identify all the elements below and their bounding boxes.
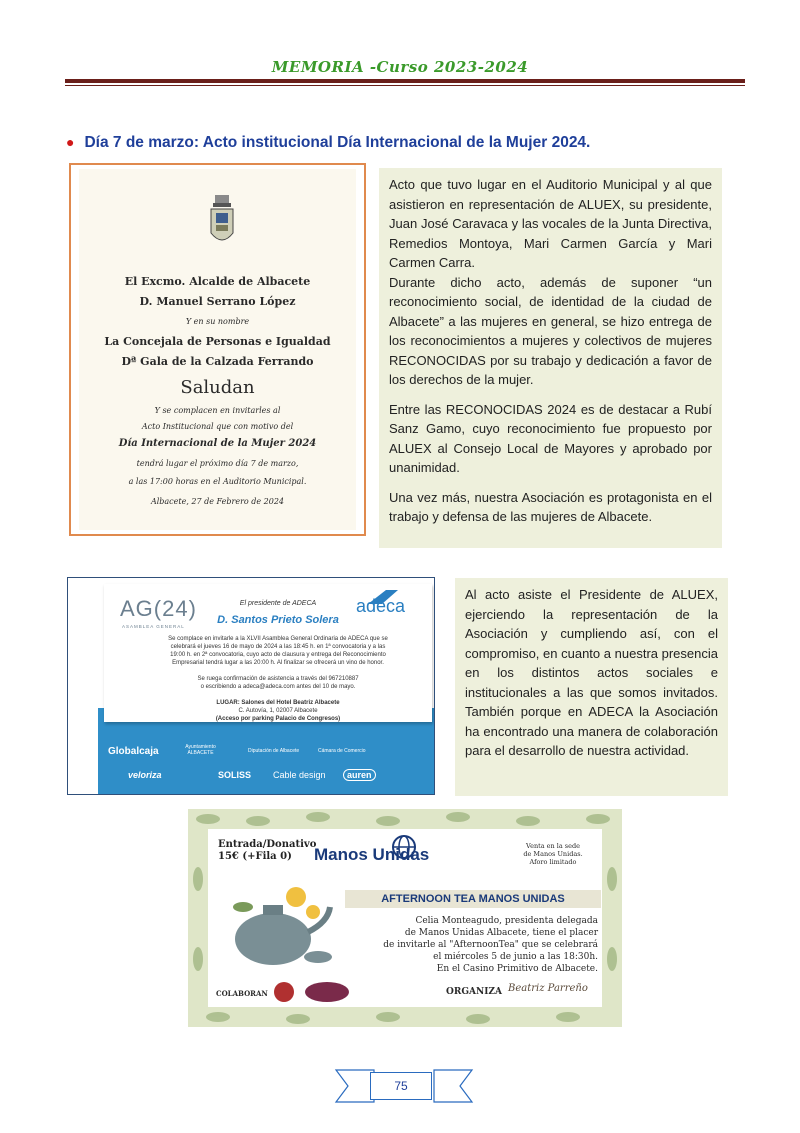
invitation-line: Acto Institucional que con motivo del — [141, 422, 294, 431]
invitation-line: D. Manuel Serrano López — [139, 295, 296, 308]
venta-info: Aforo limitado — [529, 858, 577, 866]
venta-info: Venta en la sede — [526, 842, 580, 850]
paragraph: Entre las RECONOCIDAS 2024 es de destacar a Rubí Sanz Gamo, cuyo reconocimiento fue propuesto por ALUEX al Consejo Local de Mayores y aprobado por unanimidad. — [389, 401, 712, 475]
manos-body: el miércoles 5 de junio a las 18:30h. — [433, 952, 598, 962]
entrada-price: 15€ (+Fila 0) — [218, 851, 292, 862]
sponsor-logo: auren — [343, 769, 376, 781]
adeca-body: celebrará el jueves 16 de mayo de 2024 a las 18:45 h. en 1ª convocatoria y a las — [170, 644, 386, 650]
section-heading — [66, 134, 590, 152]
invitation-line: a las 17:00 horas en el Auditorio Municipal. — [128, 477, 307, 486]
entrada-label: Entrada/Donativo — [218, 839, 317, 850]
organiza-label: ORGANIZA — [446, 987, 502, 997]
manos-body: de invitarle al "AfternoonTea" que se celebrará — [383, 940, 598, 950]
invitation-line: La Concejala de Personas e Igualdad — [104, 335, 331, 348]
page-header-title: MEMORIA -Curso 2023-2024 — [271, 58, 529, 76]
paragraph: Una vez más, nuestra Asociación es protagonista en el trabajo y defensa de las mujeres de Albacete. — [389, 489, 712, 524]
beatriz-logo: Beatriz Parreño — [508, 983, 588, 994]
sponsor-logo: Ayuntamiento ALBACETE — [185, 744, 216, 756]
coat-of-arms-icon — [209, 195, 235, 249]
section-heading-text: Día 7 de marzo: Acto institucional Día Internacional de la Mujer 2024. — [84, 134, 591, 151]
adeca-body: 19:00 h. en 2ª convocatoria, cuyo acto de clausura y entrega del Reconocimiento — [170, 652, 386, 658]
sponsor-logo: Globalcaja — [108, 746, 159, 757]
invitation-image-adeca — [67, 577, 435, 795]
adeca-rsvp: o escribiendo a adeca@adeca.com antes del 10 de mayo. — [200, 684, 356, 690]
invitation-line: Y se complacen en invitarles al — [154, 406, 281, 415]
bullet-icon: ● — [66, 134, 75, 150]
header-divider — [65, 79, 745, 83]
paragraph: Al acto asiste el Presidente de ALUEX, ejerciendo la representación de la Asociación y cumpliendo así, con el compromiso, en cuanto a nuestra presencia en los distintos actos sociales e institucionales a las que somos invitados. También porque en ADECA la Asociación ha encontrado una manera de colaboración para el desarrollo de nuestra actividad. — [465, 587, 718, 758]
manos-body: Celia Monteagudo, presidenta delegada — [415, 916, 598, 926]
adeca-name: D. Santos Prieto Solera — [217, 614, 339, 626]
invitation-line: Y en su nombre — [185, 317, 250, 326]
ag24-logo: AG(24) — [120, 596, 197, 621]
adeca-lugar: (Acceso por parking Palacio de Congresos) — [215, 716, 341, 722]
collaborator-logos — [272, 979, 352, 1005]
invitation-line: El Excmo. Alcalde de Albacete — [124, 275, 311, 288]
invitation-line: Dª Gala de la Calzada Ferrando — [121, 355, 314, 368]
adeca-lugar: LUGAR: Salones del Hotel Beatriz Albacete — [216, 700, 340, 706]
invitation-line: tendrá lugar el próximo día 7 de marzo, — [136, 459, 299, 468]
paragraph: Acto que tuvo lugar en el Auditorio Municipal y al que asistieron en representación de ALUEX, su presidente, Juan José Caravaca y las vocales de la Junta Directiva, Remedios Montoya, Mari Carmen García y Mari Carmen Carra. — [389, 177, 712, 270]
invitation-line: Día Internacional de la Mujer 2024 — [118, 438, 317, 449]
invitation-line: Saludan — [180, 377, 255, 398]
invitation-image-mujer — [69, 163, 366, 536]
colaboran-label: COLABORAN — [216, 989, 268, 998]
teapot-illustration — [218, 867, 336, 977]
header-divider-thin — [65, 85, 745, 86]
invitation-line: Albacete, 27 de Febrero de 2024 — [150, 497, 285, 506]
manos-unidas-logo: Manos Unidas — [314, 845, 430, 864]
sponsor-logo: veloriza — [128, 770, 162, 780]
adeca-body: Se complace en invitarle a la XLVII Asamblea General Ordinaria de ADECA que se — [168, 636, 388, 642]
page-number: 75 — [370, 1072, 432, 1100]
adeca-lugar: C. Autovía, 1, 02007 Albacete — [238, 708, 318, 714]
adeca-logo: adeca — [356, 596, 406, 616]
afternoon-tea-title: AFTERNOON TEA MANOS UNIDAS — [345, 890, 601, 908]
adeca-body: Empresarial tendrá lugar a las 20:00 h. Al finalizar se ofrecerá un vino de honor. — [172, 660, 384, 666]
sponsor-logo: Cámara de Comercio — [318, 748, 366, 754]
text-box-acto-mujer — [379, 168, 722, 548]
manos-body: En el Casino Primitivo de Albacete. — [436, 964, 598, 974]
venta-info: de Manos Unidas. — [523, 850, 583, 858]
manos-body: de Manos Unidas Albacete, tiene el placer — [404, 928, 598, 938]
ag24-logo-sub: ASAMBLEA GENERAL — [122, 624, 185, 629]
adeca-presidente: El presidente de ADECA — [239, 600, 317, 607]
invitation-card — [79, 169, 356, 530]
invitation-image-manos-unidas — [188, 809, 622, 1027]
text-box-adeca — [455, 578, 728, 796]
sponsor-logo: Diputación de Albacete — [248, 748, 300, 754]
sponsor-logo: SOLISS — [218, 770, 252, 780]
paragraph: Durante dicho acto, además de suponer “un reconocimiento social, de identidad de la ciudad de Albacete” a las mujeres en general, se hizo entrega de los reconocimientos a mujeres y colectivos de mujeres RECONOCIDAS por su trabajo y dedicación a favor de los derechos de la mujer. — [389, 274, 712, 387]
sponsor-logo: Cable design — [273, 770, 326, 780]
adeca-rsvp: Se ruega confirmación de asistencia a través del 967210887 — [197, 676, 359, 682]
